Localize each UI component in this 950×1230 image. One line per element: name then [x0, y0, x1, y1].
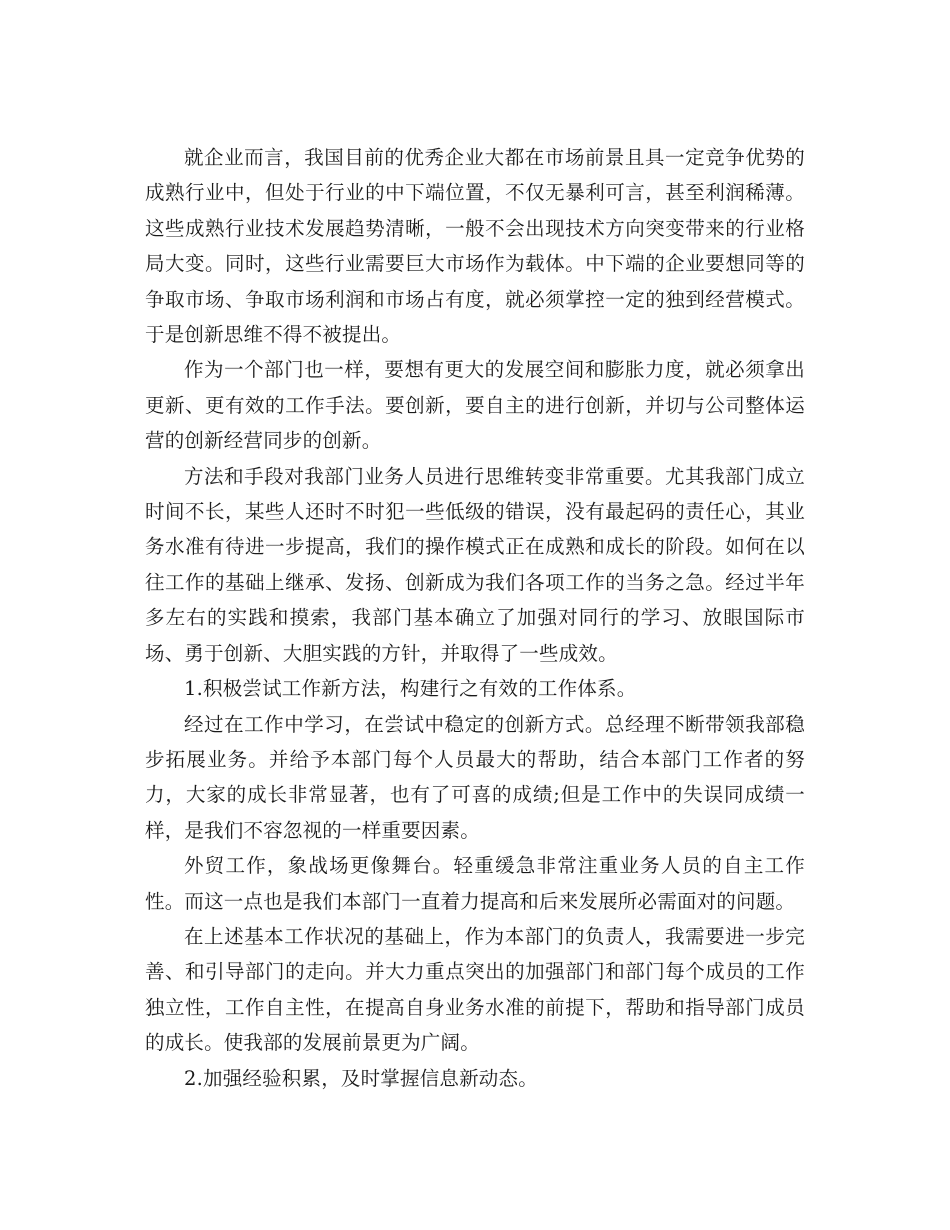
section-heading-1: 1.积极尝试工作新方法，构建行之有效的工作体系。: [184, 677, 637, 701]
paragraph-intro: 就企业而言，我国目前的优秀企业大都在市场前景且具一定竞争优势的成熟行业中，但处于行业的中下端位置，不仅无暴利可言，甚至利润稀薄。这些成熟行业技术发展趋势清晰，一般不会出现技术方向突变带来的行业格局大变。同时，这些行业需要巨大市场作为载体。中下端的企业要想同等的争取市场、争取市场利润和市场占有度，就必须掌控一定的独到经营模式。于是创新思维不得不被提出。: [145, 146, 805, 347]
paragraph-methods: 方法和手段对我部门业务人员进行思维转变非常重要。尤其我部门成立时间不长，某些人还时不时犯一些低级的错误，没有最起码的责任心，其业务水准有待进一步提高，我们的操作模式正在成熟和成长的阶段。如何在以往工作的基础上继承、发扬、创新成为我们各项工作的当务之急。经过半年多左右的实践和摸索，我部门基本确立了加强对同行的学习、放眼国际市场、勇于创新、大胆实践的方针，并取得了一些成效。: [145, 464, 805, 665]
paragraph-learning: 经过在工作中学习，在尝试中稳定的创新方式。总经理不断带领我部稳步拓展业务。并给予本部门每个人员最大的帮助，结合本部门工作者的努力，大家的成长非常显著，也有了可喜的成绩;但是工作中的失误同成绩一样，是我们不容忽视的一样重要因素。: [145, 712, 805, 842]
paragraph-foreign-trade: 外贸工作，象战场更像舞台。轻重缓急非常注重业务人员的自主工作性。而这一点也是我们本部门一直着力提高和后来发展所必需面对的问题。: [145, 854, 805, 913]
paragraph-responsibility: 在上述基本工作状况的基础上，作为本部门的负责人，我需要进一步完善、和引导部门的走向。并大力重点突出的加强部门和部门每个成员的工作独立性，工作自主性，在提高自身业务水准的前提下，帮助和指导部门成员的成长。使我部的发展前景更为广阔。: [145, 924, 805, 1055]
document-page: [145, 140, 805, 1096]
section-heading-2: 2.加强经验积累，及时掌握信息新动态。: [184, 1066, 538, 1090]
paragraph-department: 作为一个部门也一样，要想有更大的发展空间和膨胀力度，就必须拿出更新、更有效的工作手法。要创新，要自主的进行创新，并切与公司整体运营的创新经营同步的创新。: [145, 358, 805, 453]
